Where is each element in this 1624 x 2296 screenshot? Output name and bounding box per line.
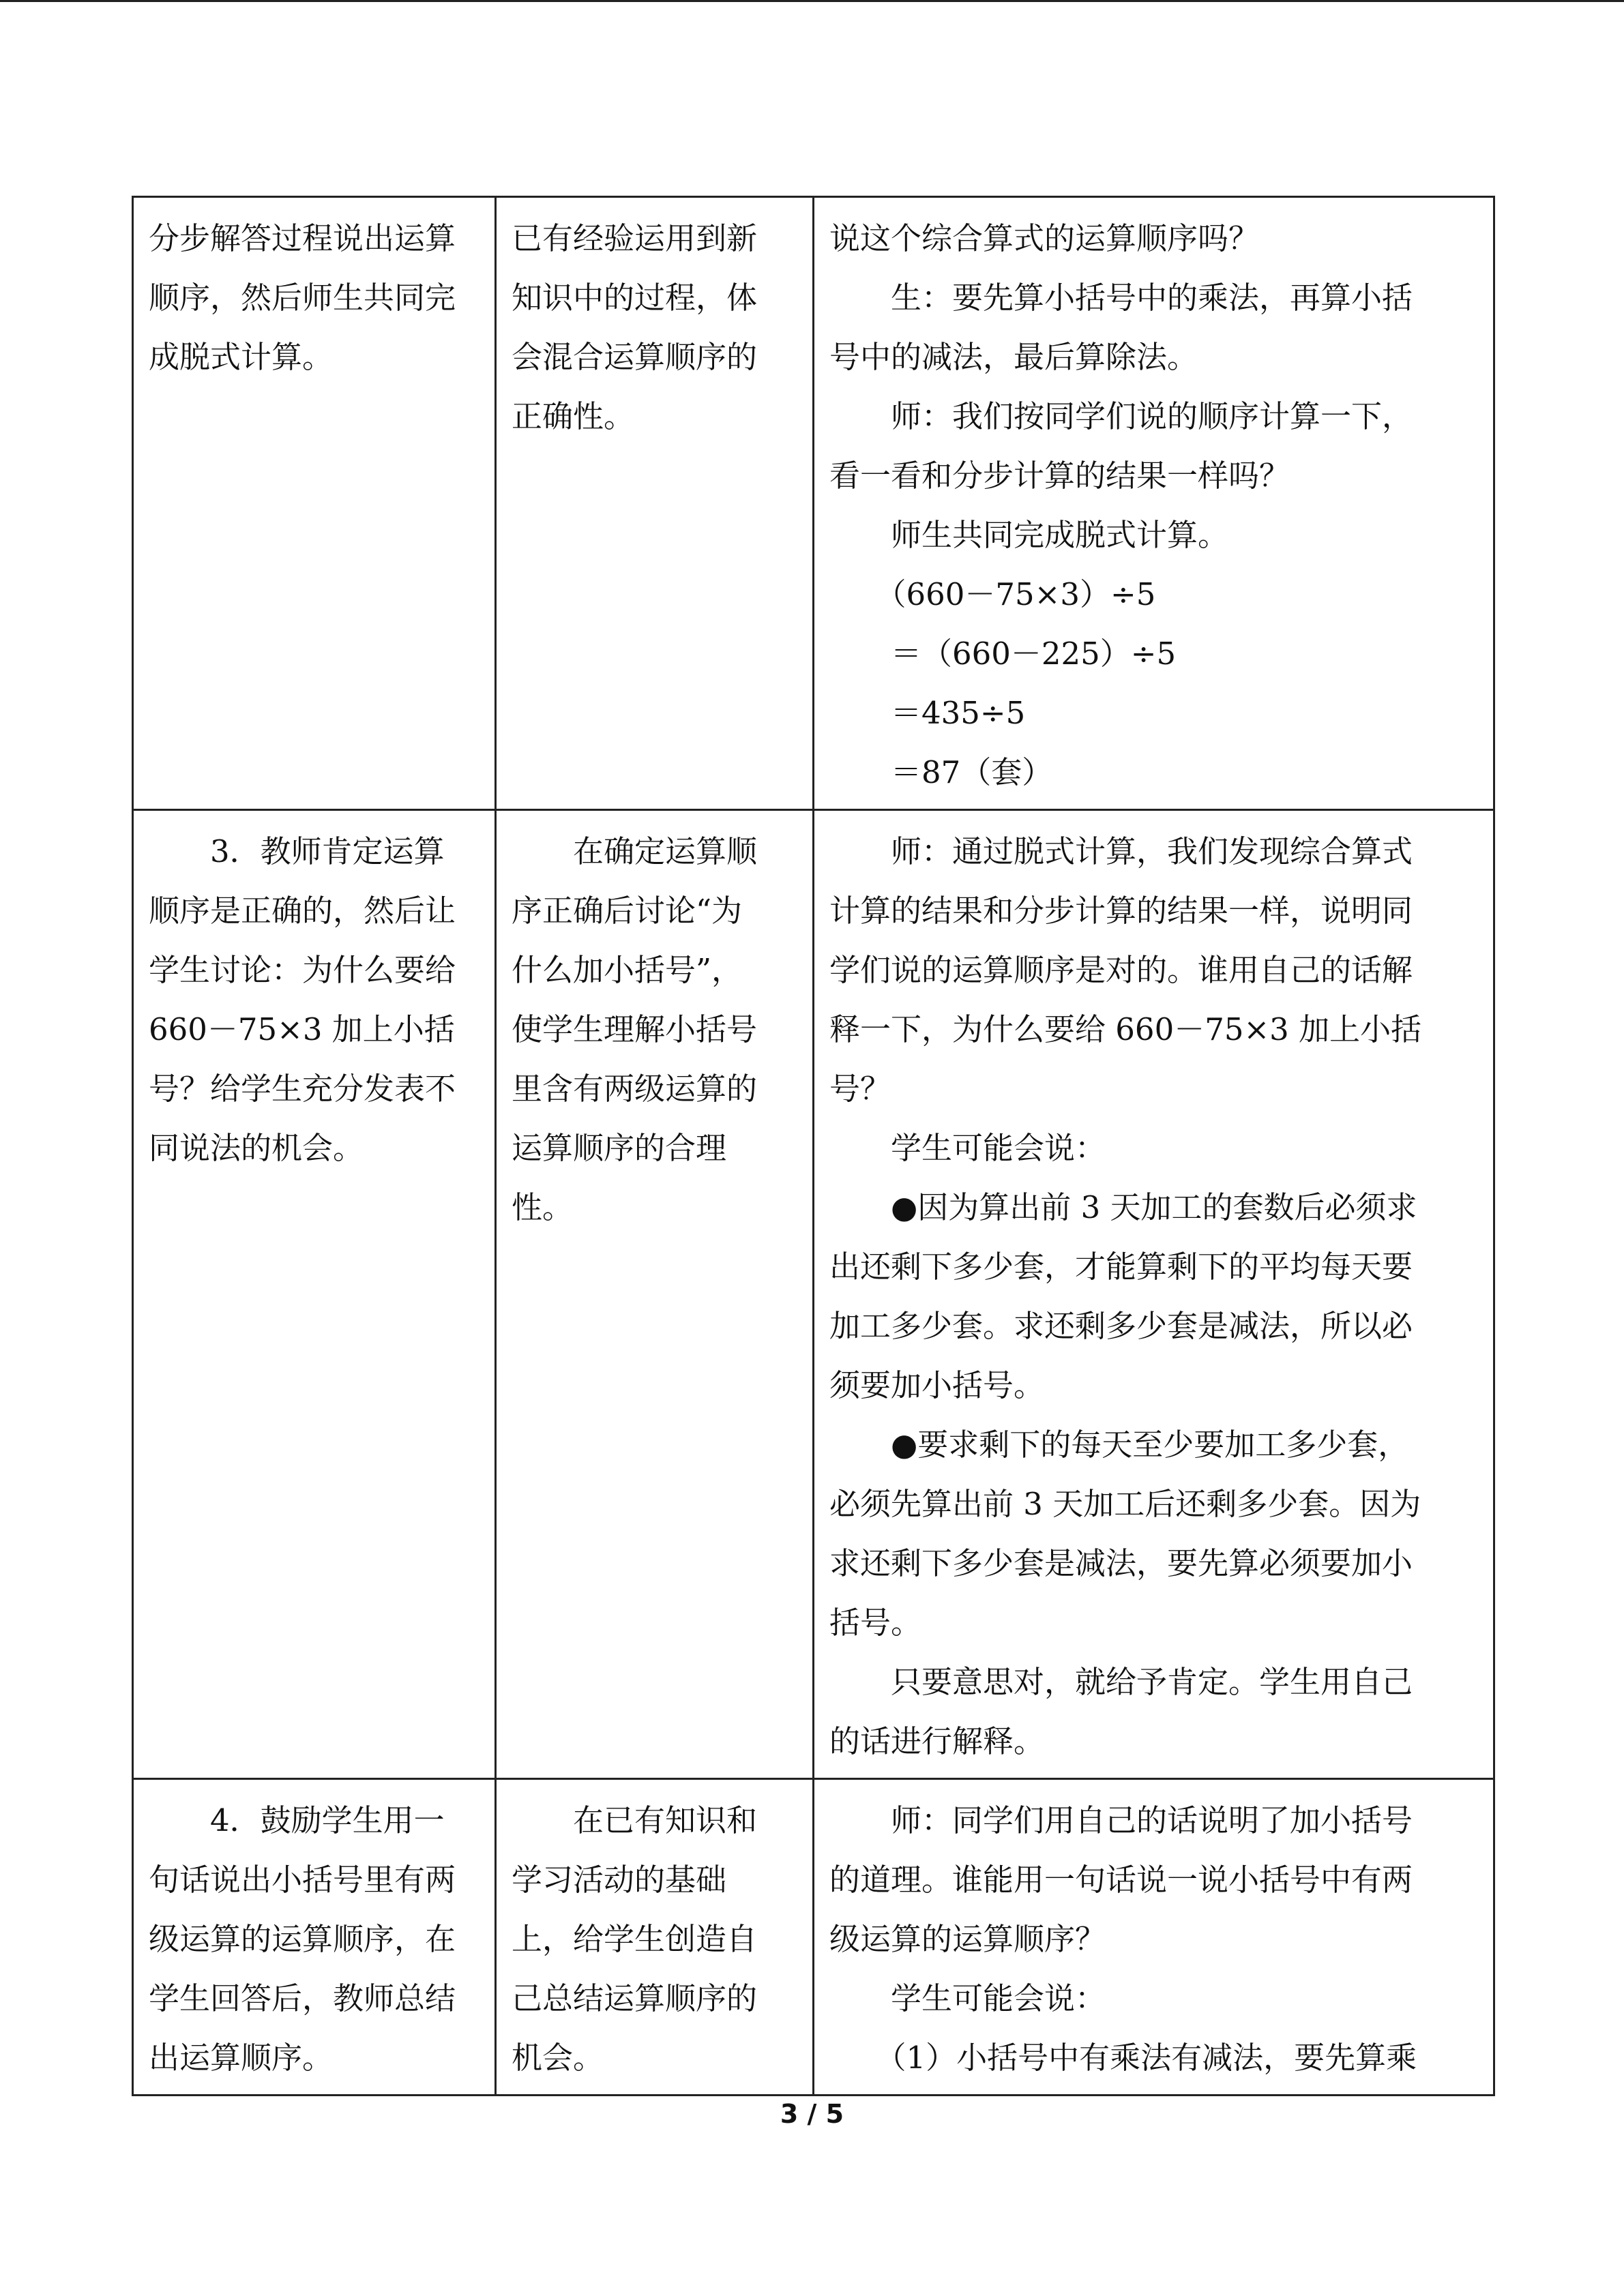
table-row — [133, 810, 1494, 1779]
text-line: 在确定运算顺 — [512, 833, 758, 869]
text-line: 的道理。谁能用一句话说一说小括号中有两 — [829, 1862, 1413, 1898]
text-line: 号？ — [829, 1071, 891, 1107]
text-line: 4．鼓励学生用一 — [149, 1802, 445, 1838]
text-line: 师：同学们用自己的话说明了加小括号 — [829, 1802, 1413, 1838]
text-line: ＝87（套） — [829, 754, 1053, 790]
text-line: ＝（660－225）÷5 — [829, 636, 1177, 672]
text-line: 释一下，为什么要给 660－75×3 加上小括 — [829, 1011, 1422, 1047]
text-line: 使学生理解小括号 — [512, 1011, 758, 1047]
text-line: 3．教师肯定运算 — [149, 833, 445, 869]
text-line: 学们说的运算顺序是对的。谁用自己的话解 — [829, 952, 1413, 988]
text-line: 的话进行解释。 — [829, 1723, 1045, 1759]
text-line: 学生回答后，教师总结 — [149, 1980, 456, 2016]
top-border-line — [0, 0, 1624, 2]
text-line: 顺序，然后师生共同完 — [149, 280, 456, 316]
table-row — [133, 197, 1494, 810]
text-line: 学生讨论：为什么要给 — [149, 952, 456, 988]
text-line: 会混合运算顺序的 — [512, 339, 758, 375]
table-cell-col3 — [814, 1779, 1494, 2096]
text-line: 学习活动的基础 — [512, 1862, 727, 1898]
text-line: 正确性。 — [512, 398, 635, 434]
table-cell-col3 — [814, 197, 1494, 810]
text-line: 须要加小括号。 — [829, 1367, 1045, 1403]
text-line: 成脱式计算。 — [149, 339, 334, 375]
text-line: 出还剩下多少套，才能算剩下的平均每天要 — [829, 1249, 1413, 1285]
text-line: 求还剩下多少套是减法，要先算必须要加小 — [829, 1545, 1413, 1581]
text-line: 学生可能会说： — [829, 1130, 1106, 1166]
text-line: 级运算的运算顺序？ — [829, 1921, 1106, 1957]
text-line: 生：要先算小括号中的乘法，再算小括 — [829, 280, 1413, 316]
table-cell-col1 — [133, 197, 496, 810]
text-line: 性。 — [512, 1189, 574, 1225]
text-line: 只要意思对，就给予肯定。学生用自己 — [829, 1664, 1413, 1700]
text-line: 级运算的运算顺序，在 — [149, 1921, 456, 1957]
text-line: 什么加小括号”， — [512, 952, 743, 988]
text-line: 己总结运算顺序的 — [512, 1980, 758, 2016]
text-line: ＝435÷5 — [829, 695, 1026, 731]
text-line: ●因为算出前 3 天加工的套数后必须求 — [829, 1189, 1417, 1225]
text-line: 已有经验运用到新 — [512, 220, 758, 256]
text-line: 号？给学生充分发表不 — [149, 1071, 456, 1107]
text-line: 句话说出小括号里有两 — [149, 1862, 456, 1898]
table-cell-col3 — [814, 810, 1494, 1779]
table-cell-col2 — [496, 810, 814, 1779]
lesson-plan-table — [132, 196, 1495, 2096]
text-line: 序正确后讨论“为 — [512, 893, 743, 929]
text-line: 660－75×3 加上小括 — [149, 1011, 455, 1047]
text-line: 在已有知识和 — [512, 1802, 758, 1838]
text-line: 出运算顺序。 — [149, 2040, 334, 2076]
text-line: 必须先算出前 3 天加工后还剩多少套。因为 — [829, 1486, 1421, 1522]
text-line: 分步解答过程说出运算 — [149, 220, 456, 256]
text-line: 上，给学生创造自 — [512, 1921, 758, 1957]
text-line: ●要求剩下的每天至少要加工多少套， — [829, 1427, 1409, 1463]
text-line: 号中的减法，最后算除法。 — [829, 339, 1198, 375]
text-line: 同说法的机会。 — [149, 1130, 364, 1166]
text-line: 顺序是正确的，然后让 — [149, 893, 456, 929]
table-row — [133, 1779, 1494, 2096]
text-line: 师生共同完成脱式计算。 — [829, 517, 1229, 553]
text-line: 学生可能会说： — [829, 1980, 1106, 2016]
text-line: 运算顺序的合理 — [512, 1130, 727, 1166]
text-line: 说这个综合算式的运算顺序吗？ — [829, 220, 1260, 256]
text-line: （1）小括号中有乘法有减法，要先算乘 — [829, 2040, 1417, 2076]
table-cell-col2 — [496, 197, 814, 810]
text-line: 知识中的过程，体 — [512, 280, 758, 316]
text-line: 里含有两级运算的 — [512, 1071, 758, 1107]
table-cell-col1 — [133, 1779, 496, 2096]
table-body — [133, 197, 1494, 2096]
text-line: 机会。 — [512, 2040, 604, 2076]
table-cell-col2 — [496, 1779, 814, 2096]
text-line: 加工多少套。求还剩多少套是减法，所以必 — [829, 1308, 1413, 1344]
table-cell-col1 — [133, 810, 496, 1779]
text-line: 师：我们按同学们说的顺序计算一下， — [829, 398, 1413, 434]
page-number: 3 / 5 — [780, 2099, 844, 2129]
text-line: 师：通过脱式计算，我们发现综合算式 — [829, 833, 1413, 869]
text-line: 计算的结果和分步计算的结果一样，说明同 — [829, 893, 1413, 929]
text-line: 看一看和分步计算的结果一样吗？ — [829, 458, 1290, 494]
text-line: （660－75×3）÷5 — [829, 576, 1156, 612]
text-line: 括号。 — [829, 1605, 922, 1641]
